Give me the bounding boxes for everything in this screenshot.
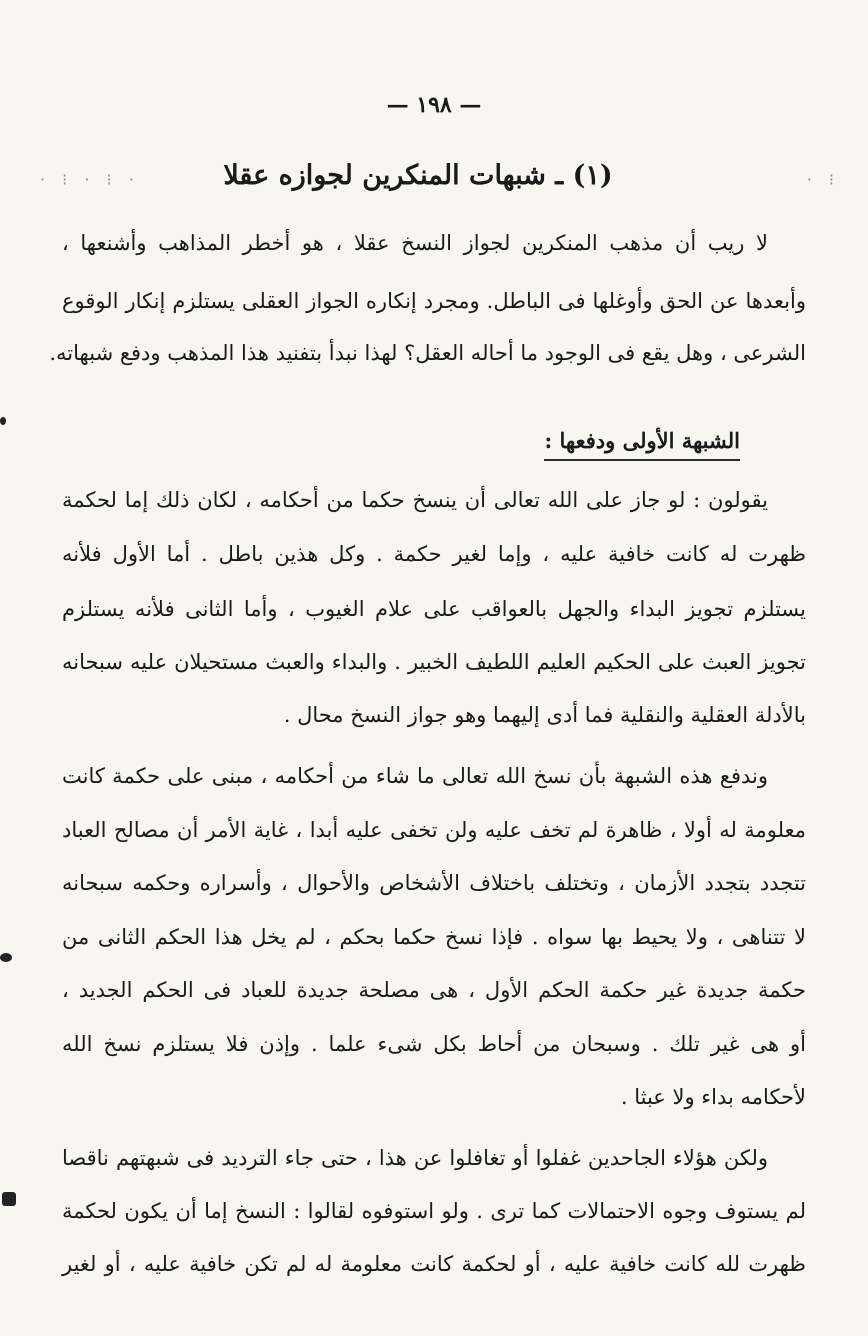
intro-line-2: وأبعدها عن الحق وأوغلها فى الباطل. ومجرد إنكاره الجواز العقلى يستلزم إنكار الوقوع: [62, 289, 806, 313]
paragraph-2-line-5: بالأدلة العقلية والنقلية فما أدى إليهما وهو جواز النسخ محال .: [283, 703, 806, 727]
page-number: — ١٩٨ —: [386, 92, 482, 118]
paragraph-3-line-3: تتجدد بتجدد الأزمان ، وتختلف باختلاف الأشخاص والأحوال ، وأسراره وحكمه سبحانه: [62, 871, 806, 895]
paragraph-4-line-1: ولكن هؤلاء الجاحدين غفلوا أو تغافلوا عن هذا ، حتى جاء الترديد فى شبهتهم ناقصا: [62, 1146, 768, 1170]
paragraph-2-line-4: تجويز العبث على الحكيم العليم اللطيف الخبير . والبداء والعبث مستحيلان عليه سبحانه: [62, 650, 806, 674]
subheading-first-objection: الشبهة الأولى ودفعها :: [544, 428, 740, 461]
paragraph-3-line-5: حكمة جديدة غير حكمة الحكم الأول ، هى مصلحة جديدة للعباد فى الحكم الجديد ،: [62, 978, 806, 1002]
paragraph-3-line-4: لا تتناهى ، ولا يحيط بها سواه . فإذا نسخ حكما بحكم ، لم يخل هذا الحكم الثانى من: [62, 925, 806, 949]
paragraph-2-line-2: ظهرت له كانت خافية عليه ، وإما لغير حكمة . وكل هذين باطل . أما الأول فلأنه: [62, 542, 806, 566]
paragraph-3-line-6: أو هى غير تلك . وسبحان من أحاط بكل شىء علما . وإذن فلا يستلزم نسخ الله: [62, 1032, 806, 1056]
paragraph-4-line-3: ظهرت لله كانت خافية عليه ، أو لحكمة كانت معلومة له لم تكن خافية عليه ، أو لغير: [62, 1252, 806, 1276]
scan-mark: [2, 1192, 16, 1206]
paragraph-2-line-3: يستلزم تجويز البداء والجهل بالعواقب على علام الغيوب ، وأما الثانى فلأنه يستلزم: [62, 597, 806, 621]
header-ornament-left: · ⁝ · ⁝ ·: [40, 170, 140, 189]
paragraph-2-line-1: يقولون : لو جاز على الله تعالى أن ينسخ حكما من أحكامه ، لكان ذلك إما لحكمة: [62, 488, 768, 512]
paragraph-4-line-2: لم يستوف وجوه الاحتمالات كما ترى . ولو استوفوه لقالوا : النسخ إما أن يكون لحكمة: [62, 1199, 806, 1223]
paragraph-3-line-7: لأحكامه بداء ولا عبثا .: [620, 1085, 806, 1109]
section-title: (١) ـ شبهات المنكرين لجوازه عقلا: [223, 160, 613, 191]
intro-line-1: لا ريب أن مذهب المنكرين لجواز النسخ عقلا ، هو أخطر المذاهب وأشنعها ،: [62, 231, 768, 255]
scan-mark: [0, 417, 6, 425]
scan-mark: [0, 953, 12, 962]
paragraph-3-line-1: وندفع هذه الشبهة بأن نسخ الله تعالى ما شاء من أحكامه ، مبنى على حكمة كانت: [62, 764, 768, 788]
header-ornament-right: ⁝ ·: [806, 170, 840, 189]
intro-line-3: الشرعى ، وهل يقع فى الوجود ما أحاله العقل؟ لهذا نبدأ بتفنيد هذا المذهب ودفع شبهاته.: [49, 341, 806, 365]
paragraph-3-line-2: معلومة له أولا ، ظاهرة لم تخف عليه ولن تخفى عليه أبدا ، غاية الأمر أن مصالح العباد: [62, 818, 806, 842]
